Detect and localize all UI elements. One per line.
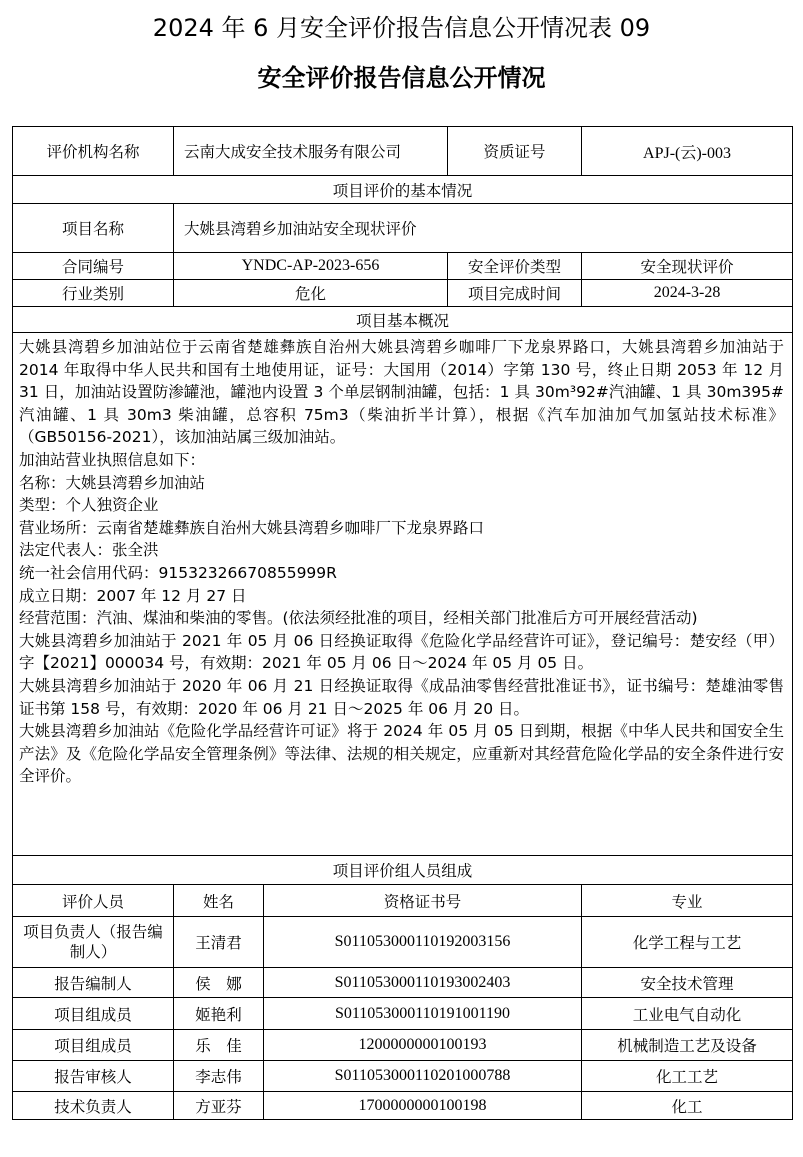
cert-value: APJ-(云)-003 bbox=[582, 127, 793, 176]
contract-label: 合同编号 bbox=[13, 253, 174, 280]
team-major: 安全技术管理 bbox=[582, 968, 793, 998]
cert-label: 资质证号 bbox=[448, 127, 582, 176]
team-name: 王清君 bbox=[174, 917, 264, 968]
team-name: 姬艳利 bbox=[174, 998, 264, 1030]
contract-row bbox=[13, 253, 793, 280]
org-label: 评价机构名称 bbox=[13, 127, 174, 176]
eval-type-value: 安全现状评价 bbox=[582, 253, 793, 280]
team-header-major: 专业 bbox=[582, 885, 793, 917]
team-role: 项目组成员 bbox=[13, 1030, 174, 1061]
team-major: 化工 bbox=[582, 1092, 793, 1120]
team-major: 机械制造工艺及设备 bbox=[582, 1030, 793, 1061]
industry-value: 危化 bbox=[174, 280, 448, 307]
team-cert: 1200000000100193 bbox=[264, 1030, 582, 1061]
overview-paragraph: 类型：个人独资企业 bbox=[19, 496, 159, 515]
overview-paragraph: 统一社会信用代码：91532326670855999R bbox=[19, 563, 337, 582]
team-cert: 1700000000100198 bbox=[264, 1092, 582, 1120]
team-major: 工业电气自动化 bbox=[582, 998, 793, 1030]
project-name-value: 大姚县湾碧乡加油站安全现状评价 bbox=[174, 204, 793, 253]
team-name: 方亚芬 bbox=[174, 1092, 264, 1120]
team-role: 项目负责人（报告编制人） bbox=[13, 917, 174, 968]
table-row bbox=[13, 1030, 793, 1061]
table-row bbox=[13, 917, 793, 968]
overview-paragraph: 大姚县湾碧乡加油站于 2020 年 06 月 21 日经换证取得《成品油零售经营批准证书》，证书编号：楚雄油零售证书第 158 号，有效期：2020 年 06 月 21 日～2025 年 06 月 20 日。 bbox=[19, 676, 785, 718]
team-name: 乐 佳 bbox=[174, 1030, 264, 1061]
project-name-row bbox=[13, 204, 793, 253]
completion-label: 项目完成时间 bbox=[448, 280, 582, 307]
team-section-header: 项目评价组人员组成 bbox=[13, 856, 793, 885]
team-role: 报告编制人 bbox=[13, 968, 174, 998]
overview-paragraph: 大姚县湾碧乡加油站《危险化学品经营许可证》将于 2024 年 05 月 05 日到期，根据《中华人民共和国安全生产法》及《危险化学品安全管理条例》等法律、法规的相关规定，应重新对其经营危险化学品的安全条件进行安全评价。 bbox=[19, 722, 785, 786]
overview-paragraph: 营业场所：云南省楚雄彝族自治州大姚县湾碧乡咖啡厂下龙泉界路口 bbox=[19, 518, 485, 537]
team-role: 报告审核人 bbox=[13, 1061, 174, 1092]
team-name: 侯 娜 bbox=[174, 968, 264, 998]
project-name-label: 项目名称 bbox=[13, 204, 174, 253]
completion-value: 2024-3-28 bbox=[582, 280, 793, 307]
overview-text bbox=[13, 333, 793, 856]
table-row bbox=[13, 1061, 793, 1092]
industry-label: 行业类别 bbox=[13, 280, 174, 307]
team-cert: S011053000110193002403 bbox=[264, 968, 582, 998]
overview-section-header: 项目基本概况 bbox=[13, 307, 793, 333]
team-header-row bbox=[13, 885, 793, 917]
team-header-name: 姓名 bbox=[174, 885, 264, 917]
table-row bbox=[13, 968, 793, 998]
team-name: 李志伟 bbox=[174, 1061, 264, 1092]
overview-paragraph: 成立日期：2007 年 12 月 27 日 bbox=[19, 586, 247, 605]
table-row bbox=[13, 1092, 793, 1120]
team-cert: S011053000110192003156 bbox=[264, 917, 582, 968]
eval-type-label: 安全评价类型 bbox=[448, 253, 582, 280]
basic-section-header: 项目评价的基本情况 bbox=[13, 176, 793, 204]
document-title: 2024 年 6 月安全评价报告信息公开情况表 09 bbox=[152, 14, 651, 42]
team-cert: S011053000110191001190 bbox=[264, 998, 582, 1030]
team-role: 项目组成员 bbox=[13, 998, 174, 1030]
overview-paragraph: 经营范围：汽油、煤油和柴油的零售。(依法须经批准的项目，经相关部门批准后方可开展经营活动) bbox=[19, 609, 698, 628]
team-major: 化工工艺 bbox=[582, 1061, 793, 1092]
team-role: 技术负责人 bbox=[13, 1092, 174, 1120]
overview-paragraph: 法定代表人：张全洪 bbox=[19, 541, 159, 560]
team-cert: S011053000110201000788 bbox=[264, 1061, 582, 1092]
document-subtitle: 安全评价报告信息公开情况 bbox=[257, 64, 546, 92]
overview-paragraph: 加油站营业执照信息如下： bbox=[19, 450, 206, 469]
disclosure-table bbox=[12, 126, 793, 1120]
org-value: 云南大成安全技术服务有限公司 bbox=[174, 127, 448, 176]
table-row bbox=[13, 998, 793, 1030]
overview-paragraph: 名称：大姚县湾碧乡加油站 bbox=[19, 473, 206, 492]
org-row bbox=[13, 127, 793, 176]
industry-row bbox=[13, 280, 793, 307]
overview-paragraph: 大姚县湾碧乡加油站位于云南省楚雄彝族自治州大姚县湾碧乡咖啡厂下龙泉界路口，大姚县湾碧乡加油站于 2014 年取得中华人民共和国有土地使用证，证号：大国用（2014）字第 130 号，终止日期 2053 年 12 月 31 日，加油站设置防渗罐池，罐池内设置 3 个单层钢制油罐，包括：1 具 30m³92#汽油罐、1 具 30m395#汽油罐、1 具 30m3 柴油罐，总容积 75m3（柴油折半计算），根据《汽车加油加气加氢站技术标准》（GB50156-2021），该加油站属三级加油站。 bbox=[19, 338, 785, 447]
team-header-role: 评价人员 bbox=[13, 885, 174, 917]
contract-value: YNDC-AP-2023-656 bbox=[174, 253, 448, 280]
team-header-cert: 资格证书号 bbox=[264, 885, 582, 917]
overview-paragraph: 大姚县湾碧乡加油站于 2021 年 05 月 06 日经换证取得《危险化学品经营许可证》，登记编号：楚安经（甲）字【2021】000034 号，有效期：2021 年 05 月 06 日～2024 年 05 月 05 日。 bbox=[19, 631, 785, 673]
team-major: 化学工程与工艺 bbox=[582, 917, 793, 968]
